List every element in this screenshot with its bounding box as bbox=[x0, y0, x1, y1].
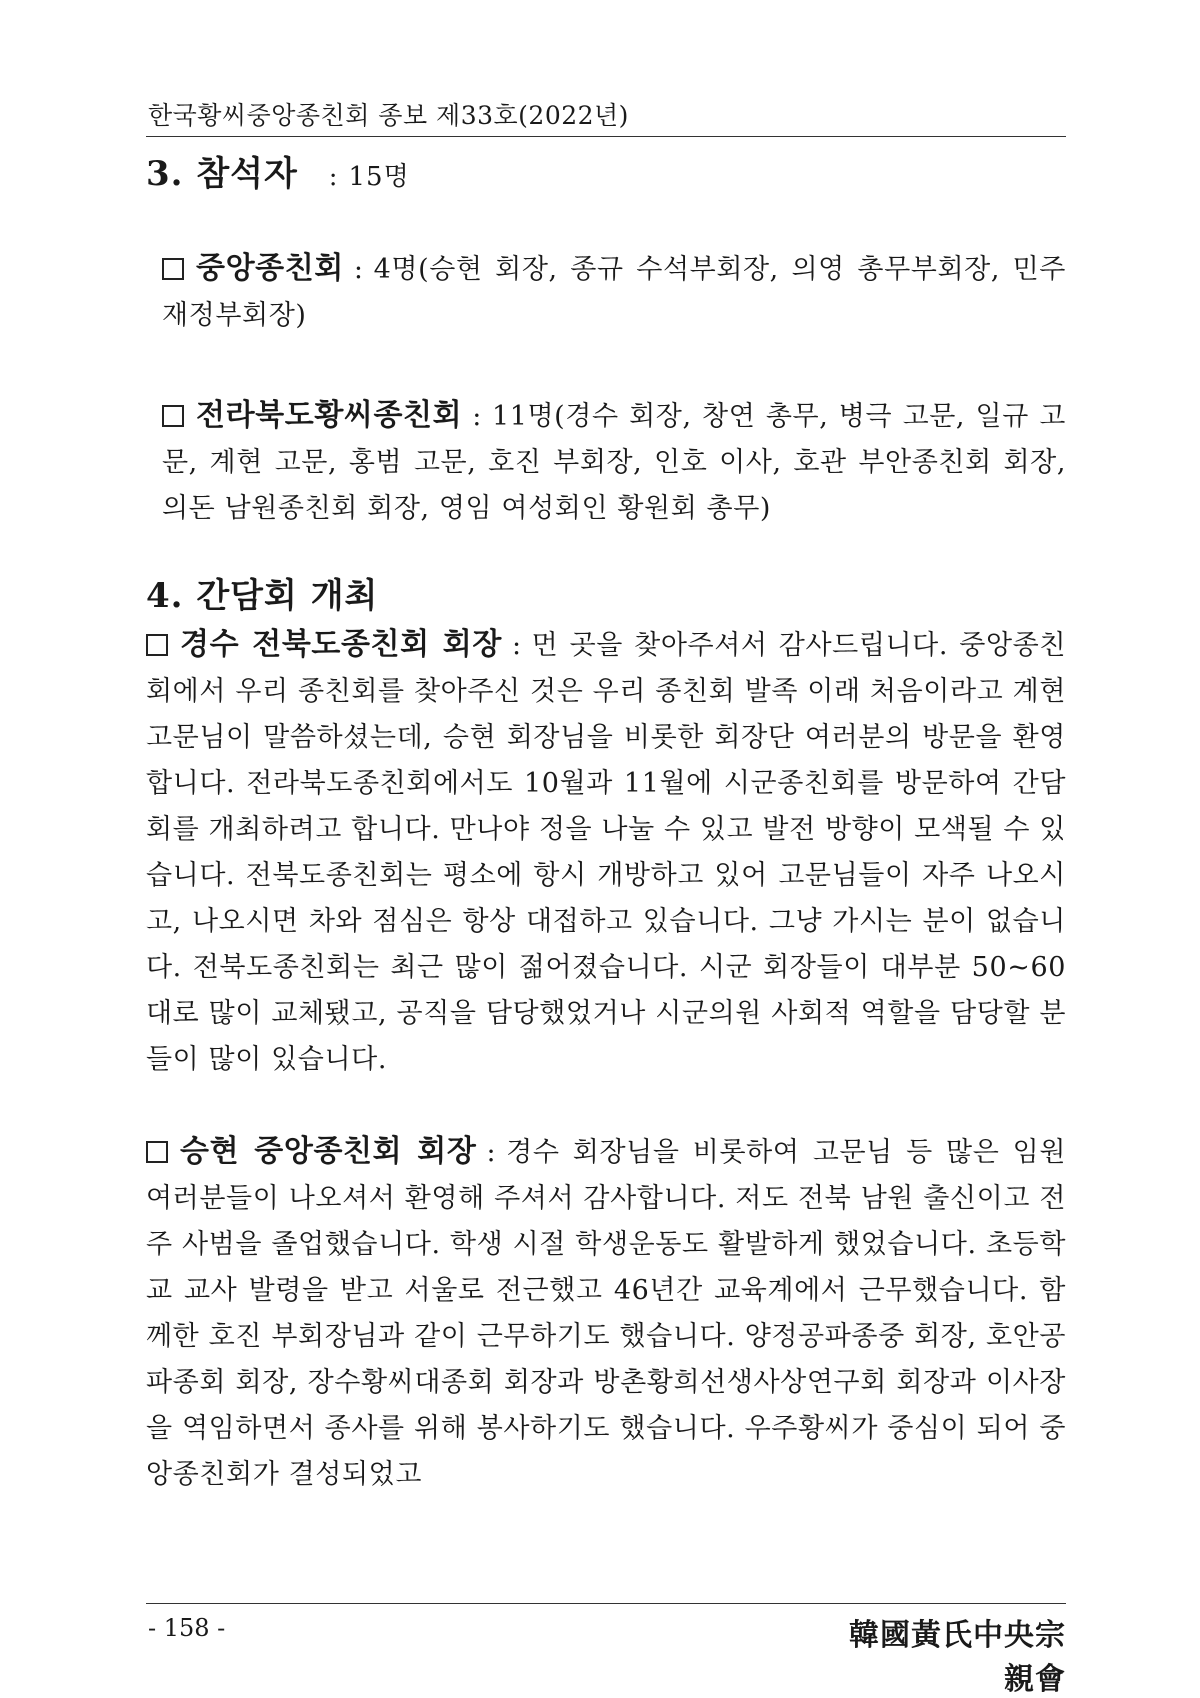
entry-text: 11명(경수 회장, 창연 총무, 병극 고문, 일규 고문, 계현 고문, 홍범 고문, 호진 부회장, 인호 이사, 호관 부안종친회 회장, 의돈 남원종친회 회장, 영임 여성회인 황원회 총무) bbox=[162, 401, 1066, 525]
checkbox-icon bbox=[146, 634, 168, 656]
entry-text: 먼 곳을 찾아주셔서 감사드립니다. 중앙종친회에서 우리 종친회를 찾아주신 것은 우리 종친회 발족 이래 처음이라고 계현 고문님이 말씀하셨는데, 승현 회장님을 비롯한 회장단 여러분의 방문을 환영합니다. 전라북도종친회에서도 10월과 11월에 시군종친회를 방문하여 간담회를 개최하려고 합니다. 만나야 정을 나눌 수 있고 발전 방향이 모색될 수 있습니다. 전북도종친회는 평소에 항시 개방하고 있어 고문님들이 자주 나오시고, 나오시면 차와 점심은 항상 대접하고 있습니다. 그냥 가시는 분이 없습니다. 전북도종친회는 최근 많이 젊어졌습니다. 시군 회장들이 대부분 50~60대로 많이 교체됐고, 공직을 담당했었거나 시군의원 사회적 역할을 담당할 분들이 많이 있습니다. bbox=[146, 630, 1066, 1076]
attendees-central bbox=[146, 246, 1066, 339]
header-rule bbox=[146, 136, 1066, 137]
section-heading-attendees bbox=[146, 152, 1066, 196]
attendees-heading-text: 3. 참석자 bbox=[146, 154, 298, 194]
entry-text: 4명(승현 회장, 종규 수석부회장, 의영 총무부회장, 민주 재정부회장) bbox=[162, 254, 1066, 332]
footer-rule bbox=[146, 1603, 1066, 1604]
page-number: - 158 - bbox=[148, 1614, 226, 1642]
attendees-jeonbuk bbox=[146, 393, 1066, 532]
entry-label: 전라북도황씨종친회 bbox=[196, 398, 463, 434]
running-header: 한국황씨중앙종친회 종보 제33호(2022년) bbox=[148, 101, 629, 130]
checkbox-icon bbox=[162, 258, 184, 280]
section-heading-meeting: 4. 간담회 개최 bbox=[146, 576, 379, 617]
page-body bbox=[146, 152, 1066, 1498]
checkbox-icon bbox=[146, 1141, 168, 1163]
meeting-speech-seunghyeon bbox=[146, 1129, 1066, 1498]
entry-label: 승현 중앙종친회 회장 bbox=[180, 1134, 477, 1170]
entry-text: 경수 회장님을 비롯하여 고문님 등 많은 임원 여러분들이 나오셔서 환영해 주셔서 감사합니다. 저도 전북 남원 출신이고 전주 사범을 졸업했습니다. 학생 시절 학생운동도 활발하게 했었습니다. 초등학교 교사 발령을 받고 서울로 전근했고 46년간 교육계에서 근무했습니다. 함께한 호진 부회장님과 같이 근무하기도 했습니다. 양정공파종중 회장, 호안공파종회 회장, 장수황씨대종회 회장과 방촌황희선생사상연구회 회장과 이사장을 역임하면서 종사를 위해 봉사하기도 했습니다. 우주황씨가 중심이 되어 중앙종친회가 결성되었고 bbox=[146, 1137, 1066, 1491]
entry-separator: : bbox=[486, 1137, 497, 1169]
entry-label: 경수 전북도종친회 회장 bbox=[180, 627, 502, 663]
checkbox-icon bbox=[162, 405, 184, 427]
entry-separator: : bbox=[472, 401, 482, 433]
attendees-count: : 15명 bbox=[328, 162, 410, 192]
entry-label: 중앙종친회 bbox=[196, 251, 344, 287]
entry-separator: : bbox=[511, 630, 522, 662]
organization-logo: 韓國黃氏中央宗親會 bbox=[849, 1618, 1066, 1697]
meeting-speech-gyeongsu bbox=[146, 622, 1066, 1083]
entry-separator: : bbox=[353, 254, 364, 286]
